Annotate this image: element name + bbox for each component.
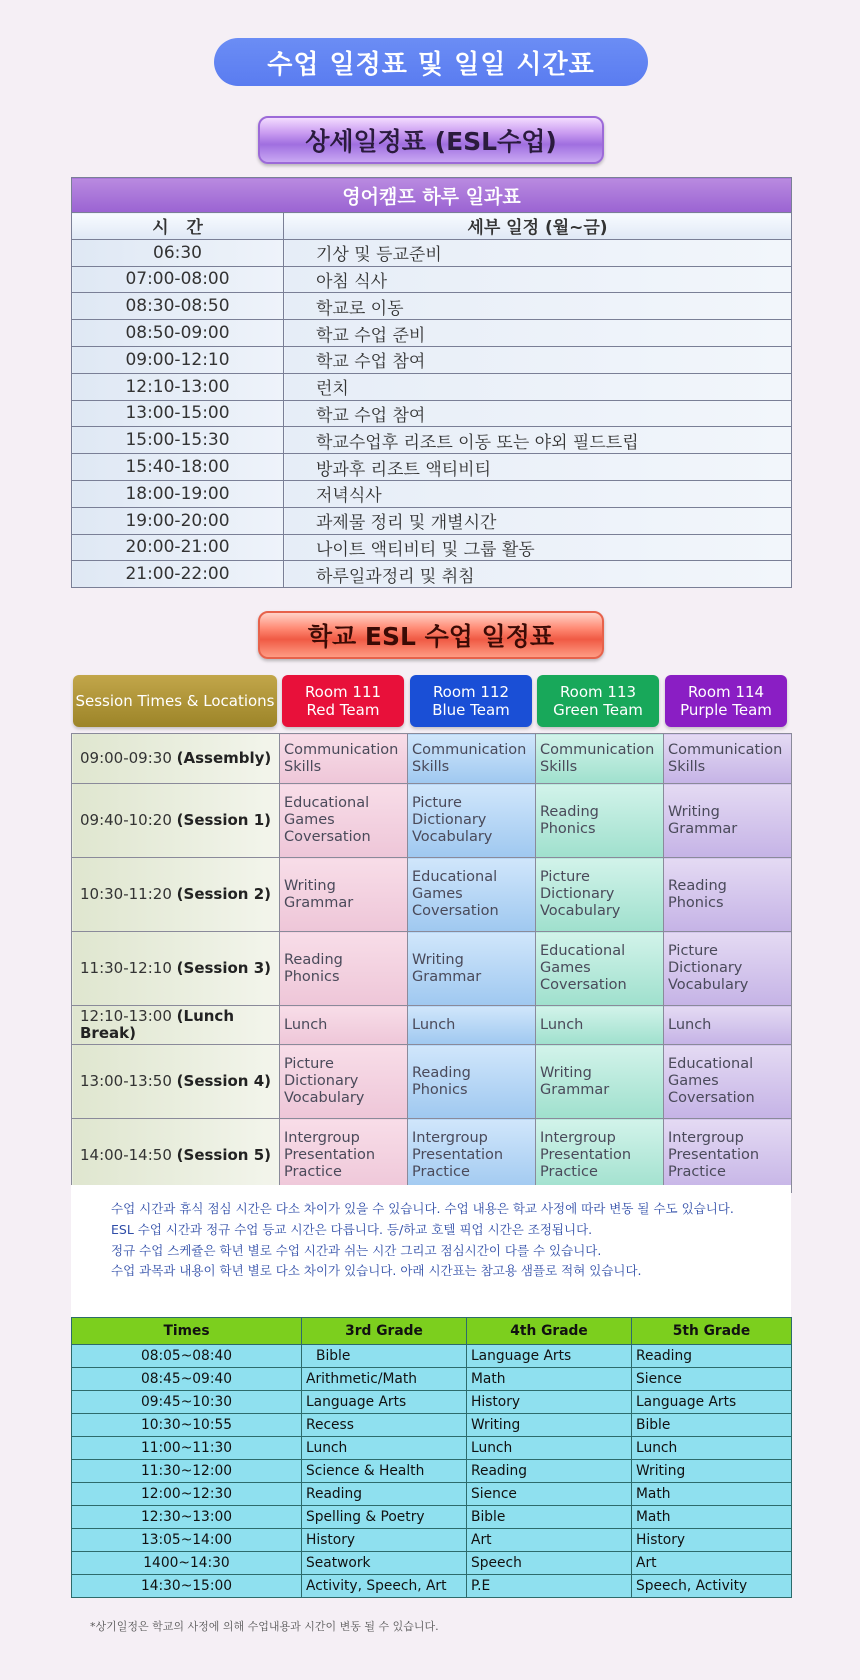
session-time [72,858,280,932]
class-cell: Intergroup Presentation Practice [408,1119,536,1193]
grade-cell: Language Arts [467,1345,632,1368]
daily-time: 09:00-12:10 [72,346,284,373]
session-time-value: 09:00-09:30 [80,749,172,767]
table-row [72,1368,792,1391]
grade-time: 14:30~15:00 [72,1575,302,1598]
daily-activity: 저녁식사 [284,480,792,507]
class-cell: Picture Dictionary Vocabulary [280,1045,408,1119]
team-name: Purple Team [680,701,772,719]
class-cell: Writing Grammar [280,858,408,932]
daily-time: 08:30-08:50 [72,293,284,320]
grade-cell: History [302,1529,467,1552]
esl-schedule-table [71,733,792,1193]
daily-activity: 기상 및 등교준비 [284,239,792,266]
session-label: (Session 1) [176,811,271,829]
grade-cell: Math [632,1506,792,1529]
grade-time: 10:30~10:55 [72,1414,302,1437]
daily-time: 12:10-13:00 [72,373,284,400]
session-time [72,932,280,1006]
daily-activity: 학교 수업 참여 [284,346,792,373]
table-row [72,346,792,373]
table-row [72,1119,792,1193]
grade-time: 13:05~14:00 [72,1529,302,1552]
room-number: Room 113 [559,683,637,701]
table-row [72,454,792,481]
grade-cell: Activity, Speech, Art [302,1575,467,1598]
session-label: (Session 5) [176,1146,271,1164]
room-number: Room 112 [432,683,510,701]
esl-header-session [73,675,277,727]
table-row [72,427,792,454]
session-time [72,1045,280,1119]
grade-cell: Speech, Activity [632,1575,792,1598]
grade-time: 11:30~12:00 [72,1460,302,1483]
grade-cell: Spelling & Poetry [302,1506,467,1529]
grade-schedule-table [71,1317,792,1598]
daily-activity: 학교수업후 리조트 이동 또는 야외 필드트립 [284,427,792,454]
table-row [72,1552,792,1575]
grade-time: 1400~14:30 [72,1552,302,1575]
grade-cell: Writing [632,1460,792,1483]
grade-cell: Recess [302,1414,467,1437]
table-row [72,320,792,347]
table-row [72,1345,792,1368]
table-row [72,1391,792,1414]
grade-time: 08:45~09:40 [72,1368,302,1391]
room-header-red [282,675,404,727]
class-cell: Writing Grammar [408,932,536,1006]
daily-activity: 런치 [284,373,792,400]
class-cell: Reading Phonics [664,858,792,932]
grade-time: 08:05~08:40 [72,1345,302,1368]
room-header-blue [410,675,532,727]
grade-cell: History [632,1529,792,1552]
table-row [72,400,792,427]
table-row [72,1414,792,1437]
detail-schedule-badge: 상세일정표 (ESL수업) [258,116,604,164]
daily-activity: 방과후 리조트 액티비티 [284,454,792,481]
session-time-value: 11:30-12:10 [80,959,172,977]
grade-cell: P.E [467,1575,632,1598]
notes-box [71,1185,791,1317]
table-row [72,1006,792,1045]
note-line: ESL 수업 시간과 정규 수업 등교 시간은 다릅니다. 등/하교 호텔 픽업 시간은 조정됩니다. [111,1221,593,1237]
class-cell: Lunch [280,1006,408,1045]
grade-cell: Bible [467,1506,632,1529]
class-cell: Educational Games Coversation [408,858,536,932]
grade-cell: History [467,1391,632,1414]
daily-activity: 학교 수업 준비 [284,320,792,347]
daily-schedule-caption: 영어캠프 하루 일과표 [72,178,792,213]
grade-header-5th: 5th Grade [632,1318,792,1345]
table-row [72,239,792,266]
grade-cell: Sience [632,1368,792,1391]
grade-cell: Writing [467,1414,632,1437]
note-line: 정규 수업 스케쥴은 학년 별로 수업 시간과 쉬는 시간 그리고 점심시간이 다를 수 있습니다. [111,1242,602,1258]
daily-activity: 나이트 액티비티 및 그룹 활동 [284,534,792,561]
table-row [72,1437,792,1460]
grade-cell: Seatwork [302,1552,467,1575]
daily-activity: 학교 수업 참여 [284,400,792,427]
grade-cell: Math [467,1368,632,1391]
session-label: (Session 4) [176,1072,271,1090]
room-header-purple [665,675,787,727]
session-time [72,1119,280,1193]
daily-activity: 학교로 이동 [284,293,792,320]
grade-cell: Bible [302,1345,467,1368]
grade-cell: Art [632,1552,792,1575]
grade-cell: Lunch [632,1437,792,1460]
class-cell: Writing Grammar [664,784,792,858]
grade-cell: Lunch [302,1437,467,1460]
room-number: Room 114 [687,683,765,701]
class-cell: Lunch [408,1006,536,1045]
daily-time: 08:50-09:00 [72,320,284,347]
esl-header-session-label: Session Times & Locations [75,692,275,710]
class-cell: Reading Phonics [280,932,408,1006]
table-row [72,373,792,400]
class-cell: Educational Games Coversation [280,784,408,858]
class-cell: Communication Skills [536,734,664,784]
class-cell: Picture Dictionary Vocabulary [408,784,536,858]
grade-time: 12:30~13:00 [72,1506,302,1529]
grade-cell: Art [467,1529,632,1552]
daily-header-time: 시 간 [72,213,284,240]
table-row [72,1529,792,1552]
session-time-value: 12:10-13:00 [80,1007,172,1025]
class-cell: Intergroup Presentation Practice [664,1119,792,1193]
class-cell: Picture Dictionary Vocabulary [536,858,664,932]
table-row [72,1506,792,1529]
daily-time: 13:00-15:00 [72,400,284,427]
room-header-green [537,675,659,727]
grade-cell: Language Arts [302,1391,467,1414]
session-label: (Session 3) [176,959,271,977]
class-cell: Educational Games Coversation [536,932,664,1006]
room-number: Room 111 [304,683,382,701]
session-label: (Session 2) [176,885,271,903]
session-time-value: 13:00-13:50 [80,1072,172,1090]
grade-cell: Reading [467,1460,632,1483]
note-line: 수업 시간과 휴식 점심 시간은 다소 차이가 있을 수 있습니다. 수업 내용은 학교 사정에 따라 변동 될 수도 있습니다. [111,1201,734,1216]
session-time [72,734,280,784]
class-cell: Lunch [664,1006,792,1045]
grade-cell: Lunch [467,1437,632,1460]
grade-cell: Science & Health [302,1460,467,1483]
table-row [72,734,792,784]
grade-time: 12:00~12:30 [72,1483,302,1506]
table-row [72,480,792,507]
class-cell: Reading Phonics [408,1045,536,1119]
daily-time: 15:00-15:30 [72,427,284,454]
team-name: Red Team [306,701,380,719]
esl-schedule-badge: 학교 ESL 수업 일정표 [258,611,604,659]
table-row [72,1045,792,1119]
daily-activity: 아침 식사 [284,266,792,293]
daily-time: 20:00-21:00 [72,534,284,561]
table-row [72,784,792,858]
table-row [72,858,792,932]
grade-cell: Math [632,1483,792,1506]
note-line: 수업 과목과 내용이 학년 별로 다소 차이가 있습니다. 아래 시간표는 참고용 샘플로 적혀 있습니다. [111,1263,642,1279]
session-time [72,784,280,858]
table-row [72,293,792,320]
table-row [72,266,792,293]
grade-cell: Reading [302,1483,467,1506]
session-time-value: 14:00-14:50 [80,1146,172,1164]
table-row [72,507,792,534]
footnote: *상기일정은 학교의 사정에 의해 수업내용과 시간이 변동 될 수 있습니다. [90,1620,439,1633]
session-time-value: 09:40-10:20 [80,811,172,829]
table-row [72,1460,792,1483]
grade-cell: Reading [632,1345,792,1368]
grade-header-times: Times [72,1318,302,1345]
session-time [72,1006,280,1045]
class-cell: Communication Skills [408,734,536,784]
daily-time: 19:00-20:00 [72,507,284,534]
team-name: Blue Team [432,701,510,719]
class-cell: Lunch [536,1006,664,1045]
daily-time: 18:00-19:00 [72,480,284,507]
daily-schedule-table [71,177,792,588]
table-row [72,534,792,561]
daily-time: 06:30 [72,239,284,266]
class-cell: Educational Games Coversation [664,1045,792,1119]
grade-header-3rd: 3rd Grade [302,1318,467,1345]
table-row [72,932,792,1006]
grade-cell: Arithmetic/Math [302,1368,467,1391]
grade-cell: Sience [467,1483,632,1506]
daily-activity: 과제물 정리 및 개별시간 [284,507,792,534]
daily-activity: 하루일과정리 및 취침 [284,561,792,588]
grade-time: 11:00~11:30 [72,1437,302,1460]
class-cell: Communication Skills [280,734,408,784]
class-cell: Communication Skills [664,734,792,784]
page-title: 수업 일정표 및 일일 시간표 [214,38,648,86]
daily-header-activity: 세부 일정 (월~금) [284,213,792,240]
class-cell: Picture Dictionary Vocabulary [664,932,792,1006]
class-cell: Intergroup Presentation Practice [280,1119,408,1193]
session-time-value: 10:30-11:20 [80,885,172,903]
class-cell: Reading Phonics [536,784,664,858]
grade-cell: Bible [632,1414,792,1437]
team-name: Green Team [553,701,643,719]
daily-time: 21:00-22:00 [72,561,284,588]
session-label: (Lunch Break) [80,1007,234,1042]
grade-header-4th: 4th Grade [467,1318,632,1345]
grade-time: 09:45~10:30 [72,1391,302,1414]
class-cell: Intergroup Presentation Practice [536,1119,664,1193]
grade-cell: Language Arts [632,1391,792,1414]
table-row [72,1483,792,1506]
table-row [72,1575,792,1598]
daily-time: 15:40-18:00 [72,454,284,481]
table-row [72,561,792,588]
grade-cell: Speech [467,1552,632,1575]
class-cell: Writing Grammar [536,1045,664,1119]
session-label: (Assembly) [176,749,272,767]
daily-time: 07:00-08:00 [72,266,284,293]
